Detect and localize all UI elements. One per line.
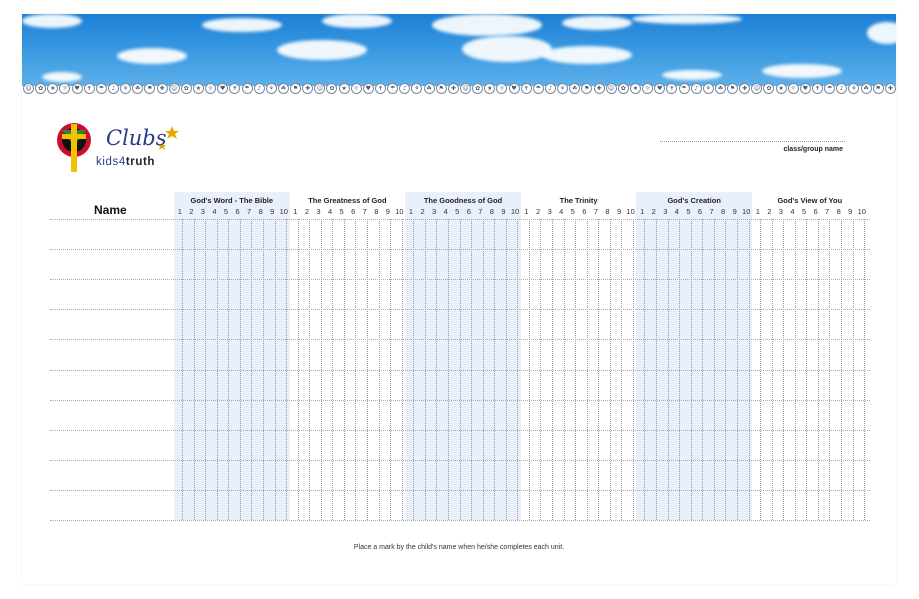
strip-decoration-icon: ⚘ <box>411 83 422 94</box>
strip-decoration-icon: ⚘ <box>703 83 714 94</box>
lesson-number: 5 <box>455 207 460 216</box>
lesson-number: 6 <box>235 207 240 216</box>
unit-band <box>636 192 752 520</box>
strip-decoration-icon: ☘ <box>569 83 580 94</box>
strip-decoration-icon: ✿ <box>472 83 483 94</box>
lesson-number: 1 <box>640 207 645 216</box>
strip-decoration-icon: ⚘ <box>120 83 131 94</box>
strip-decoration-icon: ♥ <box>217 83 228 94</box>
lesson-number: 10 <box>626 207 635 216</box>
strip-decoration-icon: ☼ <box>59 83 70 94</box>
strip-decoration-icon: ♪ <box>254 83 265 94</box>
strip-decoration-icon: ☘ <box>424 83 435 94</box>
lesson-number: 6 <box>466 207 471 216</box>
strip-decoration-icon: ☼ <box>205 83 216 94</box>
strip-decoration-icon: ☂ <box>242 83 253 94</box>
strip-decoration-icon: ⚘ <box>557 83 568 94</box>
strip-decoration-icon: ✿ <box>35 83 46 94</box>
logo-clubs-text: Clubs <box>106 126 167 150</box>
lesson-number: 10 <box>279 207 288 216</box>
lesson-number: 8 <box>489 207 494 216</box>
lesson-number: 1 <box>755 207 760 216</box>
lesson-number: 7 <box>825 207 830 216</box>
strip-decoration-icon: ♪ <box>691 83 702 94</box>
strip-decoration-icon: ♥ <box>72 83 83 94</box>
strip-decoration-icon: ♪ <box>399 83 410 94</box>
strip-decoration-icon: ☼ <box>642 83 653 94</box>
strip-decoration-icon: ✝ <box>666 83 677 94</box>
lesson-number: 8 <box>836 207 841 216</box>
grid-row-line <box>50 279 870 280</box>
attendance-sheet <box>22 14 896 584</box>
strip-decoration-icon: ✿ <box>181 83 192 94</box>
lesson-number: 5 <box>223 207 229 216</box>
unit-band <box>174 192 290 520</box>
strip-decoration-icon: ✿ <box>618 83 629 94</box>
lesson-number: 9 <box>616 207 622 216</box>
lesson-number: 3 <box>778 207 783 216</box>
strip-decoration-icon: ♥ <box>800 83 811 94</box>
lesson-number: 1 <box>408 207 414 216</box>
strip-decoration-icon: ☺ <box>606 83 617 94</box>
grid-row-line <box>50 249 870 250</box>
unit-title: The Goodness of God <box>423 196 503 205</box>
strip-decoration-icon: ☼ <box>496 83 507 94</box>
lesson-number: 2 <box>304 207 310 216</box>
strip-decoration-icon: ♪ <box>545 83 556 94</box>
grid-row-line <box>50 309 870 310</box>
lesson-number: 6 <box>351 207 356 216</box>
lesson-number: 6 <box>582 207 587 216</box>
strip-decoration-icon: ⚑ <box>290 83 301 94</box>
lesson-number: 7 <box>709 207 714 216</box>
strip-decoration-icon: ☘ <box>715 83 726 94</box>
strip-decoration-icon: ☼ <box>788 83 799 94</box>
lesson-number: 8 <box>258 207 263 216</box>
lesson-number: 9 <box>732 207 737 216</box>
lesson-number: 1 <box>177 207 182 216</box>
lesson-number: 5 <box>570 207 575 216</box>
strip-decoration-icon: ☺ <box>169 83 180 94</box>
unit-band <box>405 192 521 520</box>
lesson-number: 10 <box>510 207 520 216</box>
strip-decoration-icon: ♥ <box>363 83 374 94</box>
unit-title: God's Creation <box>667 196 721 205</box>
lesson-number: 2 <box>651 207 656 216</box>
strip-decoration-icon: ★ <box>47 83 58 94</box>
strip-decoration-icon: ⚑ <box>873 83 884 94</box>
strip-decoration-icon: ✝ <box>521 83 532 94</box>
strip-decoration-icon: ♥ <box>509 83 520 94</box>
name-column-header: Name <box>94 203 127 217</box>
grid-row-line <box>50 219 870 220</box>
strip-decoration-icon: ☂ <box>387 83 398 94</box>
lesson-number: 3 <box>432 207 437 216</box>
lesson-number: 10 <box>395 207 404 216</box>
grid-row-line <box>50 339 870 340</box>
strip-decoration-icon: ☂ <box>96 83 107 94</box>
strip-decoration-icon: ✿ <box>326 83 337 94</box>
strip-decoration-icon: ✝ <box>229 83 240 94</box>
unit-title: God's Word - The Bible <box>190 196 274 205</box>
strip-decoration-icon: ✚ <box>885 83 896 94</box>
strip-decoration-icon: ✝ <box>375 83 386 94</box>
lesson-number: 4 <box>327 207 333 216</box>
strip-decoration-icon: ☘ <box>861 83 872 94</box>
unit-title: The Greatness of God <box>308 196 387 205</box>
strip-decoration-icon: ★ <box>484 83 495 94</box>
lesson-number: 7 <box>593 207 599 216</box>
lesson-number: 8 <box>374 207 379 216</box>
grid-row-line <box>50 520 870 521</box>
strip-decoration-icon: ✿ <box>763 83 774 94</box>
strip-decoration-icon: ♪ <box>108 83 119 94</box>
strip-decoration-icon: ☂ <box>533 83 544 94</box>
strip-decoration-icon: ♪ <box>836 83 847 94</box>
grid-row-line <box>50 370 870 371</box>
strip-decoration-icon: ✚ <box>594 83 605 94</box>
strip-decoration-icon: ✝ <box>812 83 823 94</box>
lesson-number: 4 <box>674 207 679 216</box>
lesson-number: 8 <box>721 207 726 216</box>
strip-decoration-icon: ☺ <box>460 83 471 94</box>
strip-decoration-icon: ♥ <box>654 83 665 94</box>
lesson-number: 5 <box>801 207 807 216</box>
strip-decoration-icon: ⚑ <box>727 83 738 94</box>
sky-banner <box>22 14 896 86</box>
class-name-line <box>660 141 845 142</box>
lesson-number: 3 <box>200 207 205 216</box>
lesson-number: 5 <box>686 207 691 216</box>
grid-row-line <box>50 430 870 431</box>
lesson-number: 9 <box>501 207 506 216</box>
strip-decoration-icon: ✚ <box>739 83 750 94</box>
lesson-number: 2 <box>767 207 772 216</box>
lesson-number: 7 <box>478 207 483 216</box>
lesson-number: 4 <box>212 207 217 216</box>
lesson-number: 4 <box>559 207 564 216</box>
strip-decoration-icon: ⚘ <box>848 83 859 94</box>
strip-decoration-icon: ☺ <box>751 83 762 94</box>
strip-decoration-icon: ☘ <box>278 83 289 94</box>
strip-decoration-icon: ✚ <box>302 83 313 94</box>
strip-decoration-icon: ✝ <box>84 83 95 94</box>
decorative-icon-strip <box>22 82 896 98</box>
lesson-number: 9 <box>270 207 275 216</box>
lesson-number: 2 <box>420 207 425 216</box>
lesson-number: 9 <box>385 207 390 216</box>
lesson-number: 4 <box>443 207 448 216</box>
strip-decoration-icon: ☘ <box>132 83 143 94</box>
strip-decoration-icon: ☼ <box>351 83 362 94</box>
strip-decoration-icon: ☺ <box>23 83 34 94</box>
lesson-number: 2 <box>189 207 194 216</box>
lesson-number: 1 <box>293 207 298 216</box>
strip-decoration-icon: ☺ <box>314 83 325 94</box>
strip-decoration-icon: ⚑ <box>581 83 592 94</box>
lesson-number: 6 <box>813 207 818 216</box>
lesson-number: 2 <box>536 207 541 216</box>
strip-decoration-icon: ☂ <box>824 83 835 94</box>
lesson-number: 3 <box>547 207 552 216</box>
instruction-text: Place a mark by the child's name when he/she completes each unit. <box>353 544 565 551</box>
grid-row-line <box>50 460 870 461</box>
unit-title: The Trinity <box>559 196 598 205</box>
unit-title: God's View of You <box>777 196 843 205</box>
lesson-number: 6 <box>697 207 703 216</box>
strip-decoration-icon: ⚑ <box>144 83 155 94</box>
lesson-number: 4 <box>790 207 795 216</box>
lesson-number: 8 <box>605 207 610 216</box>
lesson-number: 10 <box>857 207 866 216</box>
lesson-number: 7 <box>247 207 252 216</box>
grid-row-line <box>50 400 870 401</box>
lesson-number: 9 <box>848 207 853 216</box>
lesson-number: 3 <box>316 207 321 216</box>
lesson-number: 10 <box>742 207 751 216</box>
strip-decoration-icon: ☂ <box>679 83 690 94</box>
grid-row-line <box>50 490 870 491</box>
strip-decoration-icon: ★ <box>630 83 641 94</box>
strip-decoration-icon: ★ <box>193 83 204 94</box>
lesson-number: 5 <box>339 207 344 216</box>
strip-decoration-icon: ★ <box>339 83 350 94</box>
lesson-number: 3 <box>663 207 668 216</box>
strip-decoration-icon: ✚ <box>157 83 168 94</box>
strip-decoration-icon: ✚ <box>448 83 459 94</box>
strip-decoration-icon: ⚑ <box>436 83 447 94</box>
strip-decoration-icon: ★ <box>776 83 787 94</box>
logo-kids4truth-text: kids4truth <box>96 156 156 168</box>
strip-decoration-icon: ⚘ <box>266 83 277 94</box>
class-group-label: class/group name <box>783 146 843 153</box>
lesson-number: 7 <box>362 207 367 216</box>
lesson-number: 1 <box>524 207 529 216</box>
